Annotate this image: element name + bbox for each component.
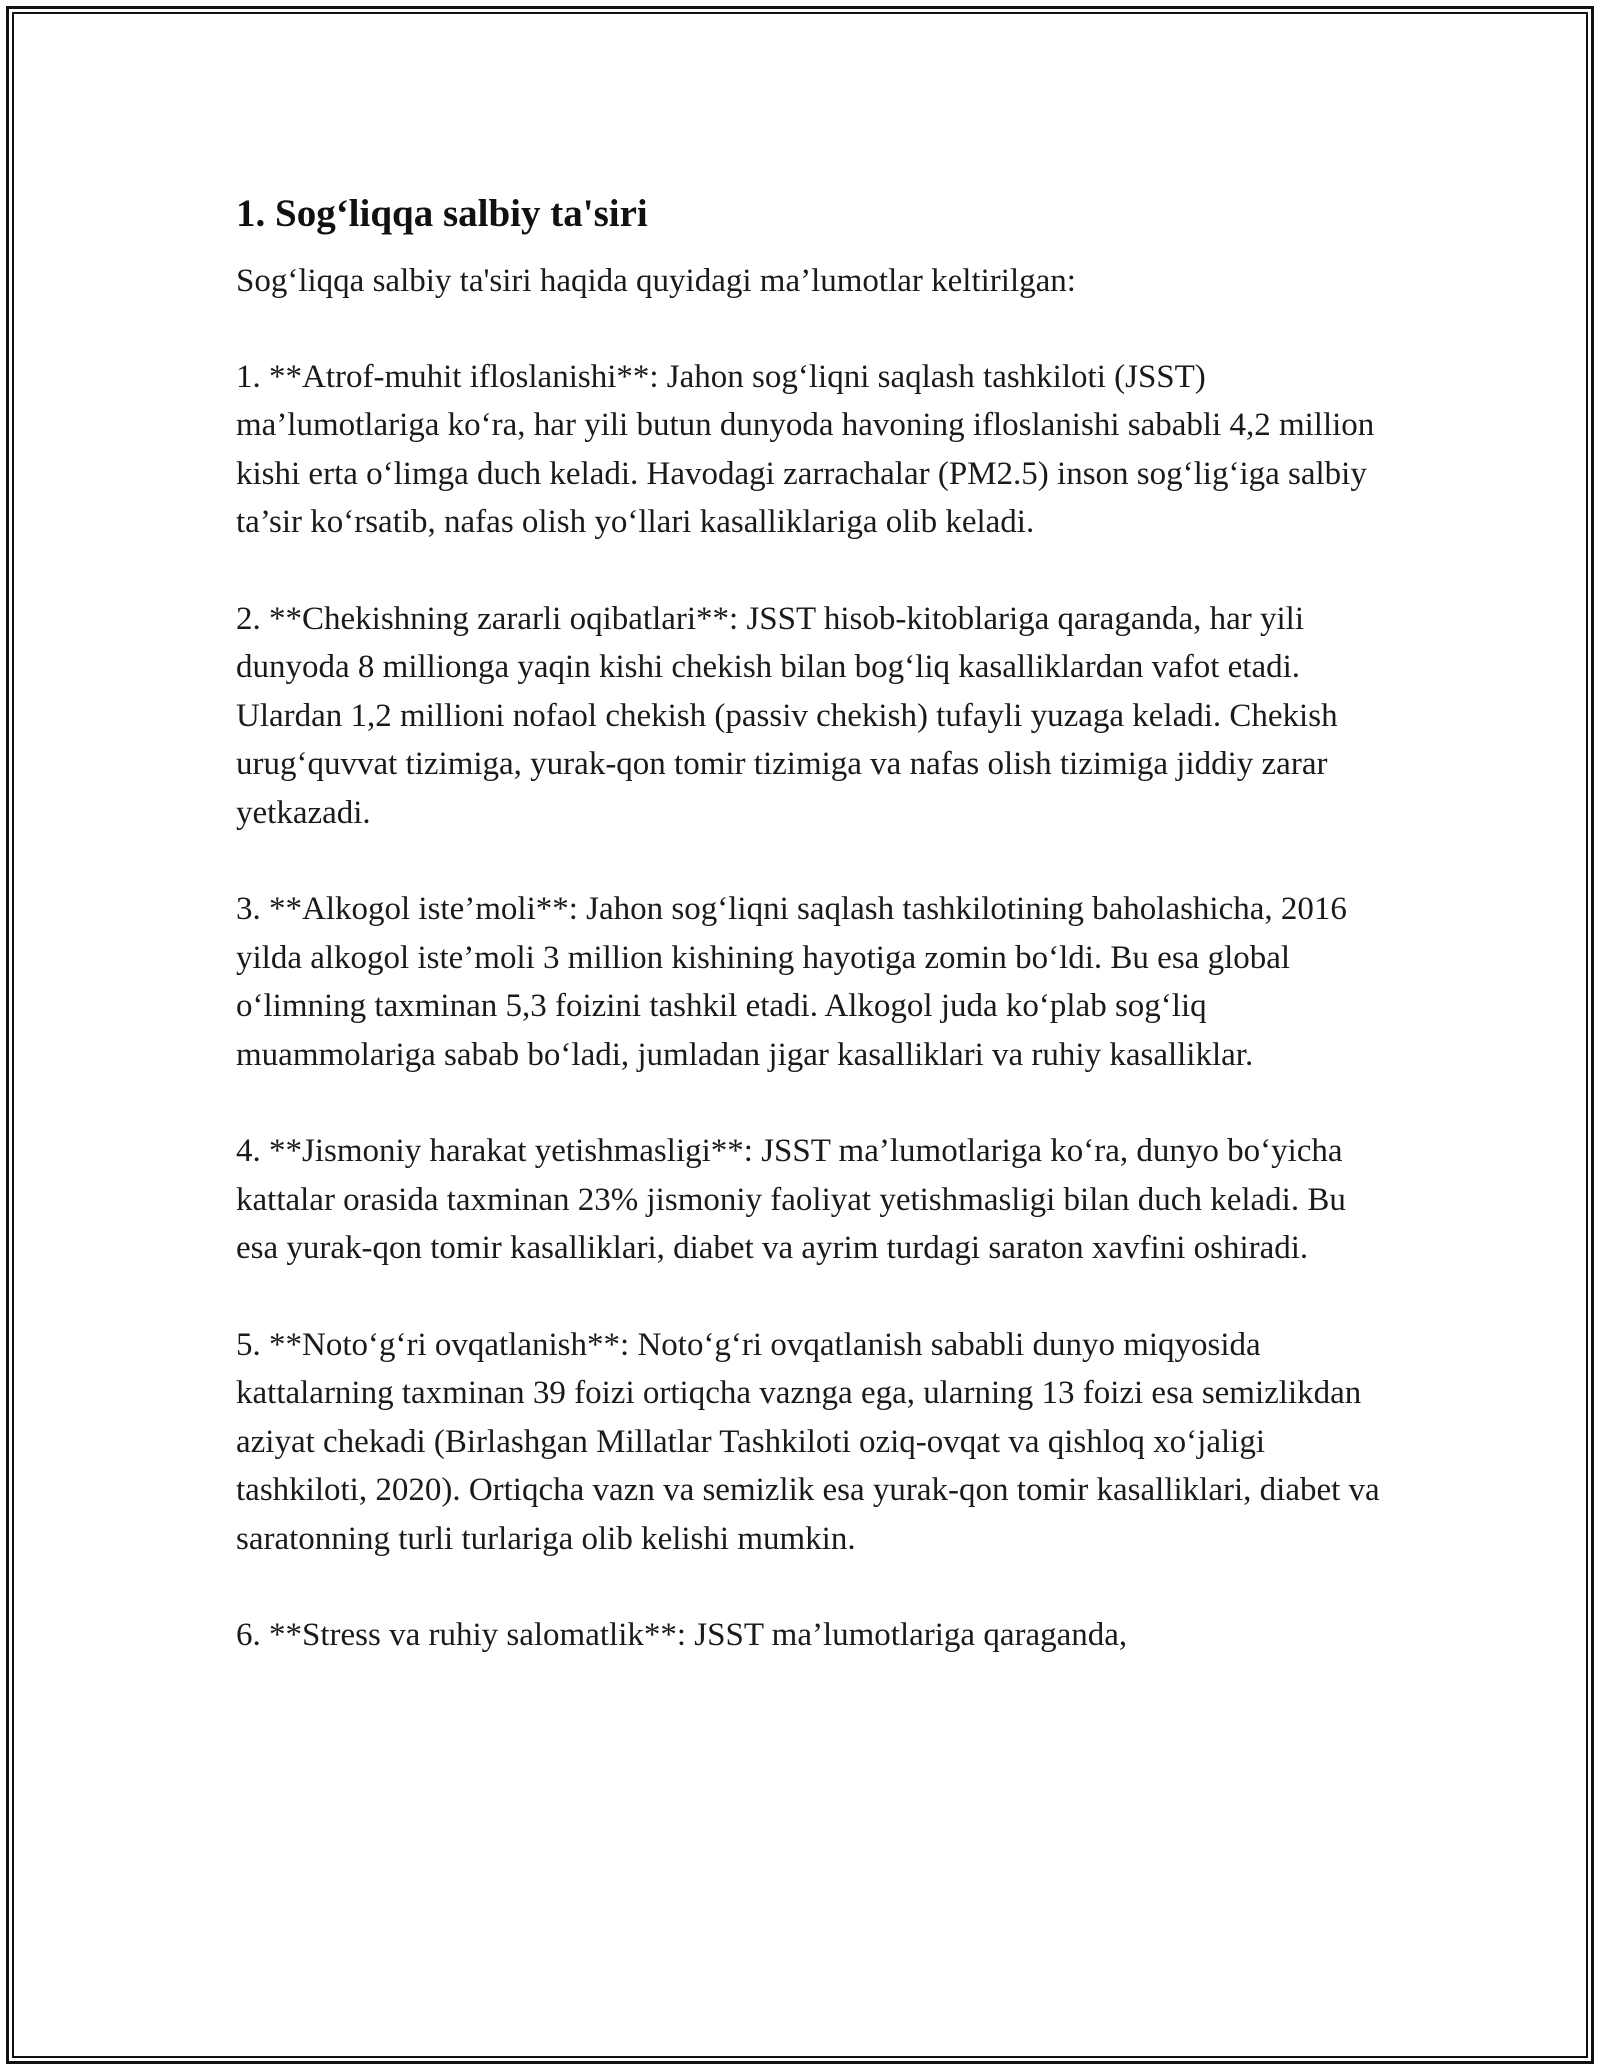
section-heading: 1. Sog‘liqqa salbiy ta'siri	[236, 192, 648, 235]
list-item-smoking: 2. **Chekishning zararli oqibatlari**: JSST hisob-kitoblariga qaraganda, har yili dunyoda 8 millionga yaqin kishi chekish bilan bog‘liq kasalliklardan vafot etadi. Ulardan 1,2 millioni nofaol chekish (passiv chekish) tufayli yuzaga keladi. Chekish urug‘quvvat tizimiga, yurak-qon tomir tizimiga va nafas olish tizimiga jiddiy zarar yetkazadi.	[236, 601, 1338, 831]
list-item-alcohol: 3. **Alkogol iste’moli**: Jahon sog‘liqni saqlash tashkilotining baholashicha, 2016 yilda alkogol iste’moli 3 million kishining hayotiga zomin bo‘ldi. Bu esa global o‘limning taxminan 5,3 foizini tashkil etadi. Alkogol juda ko‘plab sog‘liq muammolariga sabab bo‘ladi, jumladan jigar kasalliklari va ruhiy kasalliklar.	[236, 891, 1347, 1073]
list-item-air-pollution: 1. **Atrof-muhit ifloslanishi**: Jahon sog‘liqni saqlash tashkiloti (JSST) ma’lumotlariga ko‘ra, har yili butun dunyoda havoning ifloslanishi sababli 4,2 million kishi erta o‘limga duch keladi. Havodagi zarrachalar (PM2.5) inson sog‘lig‘iga salbiy ta’sir ko‘rsatib, nafas olish yo‘llari kasalliklariga olib keladi.	[236, 359, 1375, 541]
list-item-poor-nutrition: 5. **Noto‘g‘ri ovqatlanish**: Noto‘g‘ri ovqatlanish sababli dunyo miqyosida kattalarning taxminan 39 foizi ortiqcha vaznga ega, ularning 13 foizi esa semizlikdan aziyat chekadi (Birlashgan Millatlar Tashkiloti oziq-ovqat va qishloq xo‘jaligi tashkiloti, 2020). Ortiqcha vazn va semizlik esa yurak-qon tomir kasalliklari, diabet va saratonning turli turlariga olib kelishi mumkin.	[236, 1327, 1380, 1557]
list-item-stress: 6. **Stress va ruhiy salomatlik**: JSST ma’lumotlariga qaraganda,	[236, 1617, 1128, 1654]
list-item-physical-inactivity: 4. **Jismoniy harakat yetishmasligi**: JSST ma’lumotlariga ko‘ra, dunyo bo‘yicha kattalar orasida taxminan 23% jismoniy faoliyat yetishmasligi bilan duch keladi. Bu esa yurak-qon tomir kasalliklari, diabet va ayrim turdagi saraton xavfini oshiradi.	[236, 1133, 1346, 1267]
document-body	[236, 185, 1396, 1708]
intro-paragraph: Sog‘liqqa salbiy ta'siri haqida quyidagi ma’lumotlar keltirilgan:	[236, 263, 1076, 299]
